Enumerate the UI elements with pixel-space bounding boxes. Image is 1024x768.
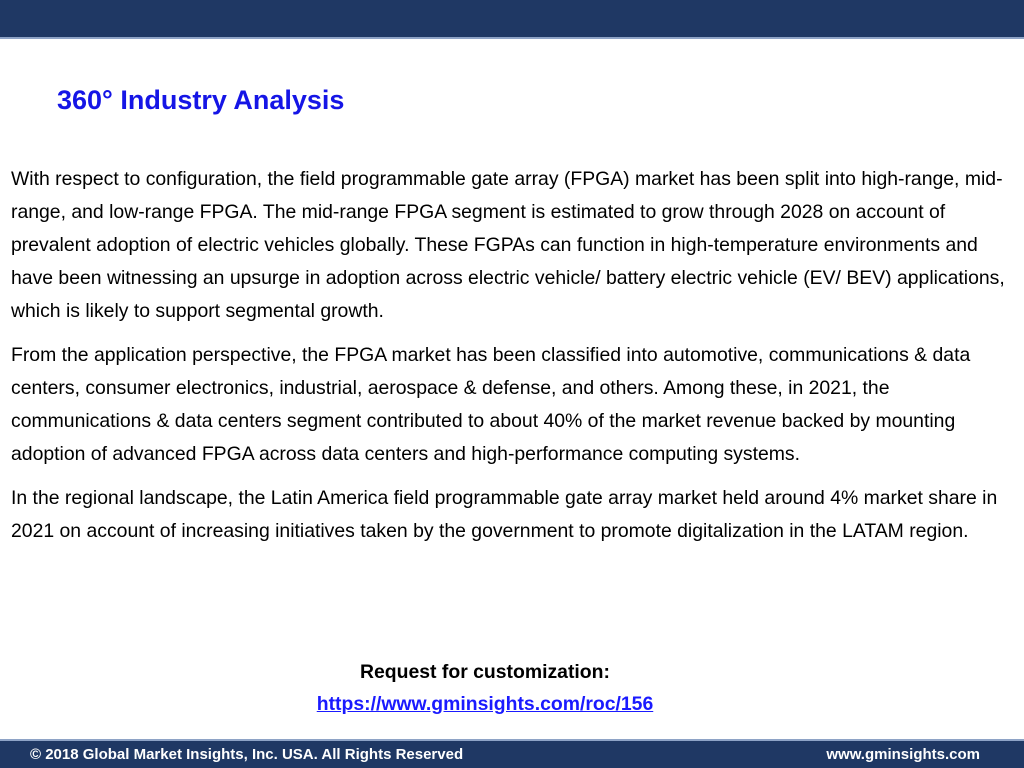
header-bar <box>0 0 1024 39</box>
customization-label: Request for customization: <box>360 661 610 683</box>
paragraph-application: From the application perspective, the FPGA market has been classified into automotive, communications & data centers, consumer electronics, industrial, aerospace & defense, and others. Among these, in 2021, the communications & data centers segment contributed to about 40% of the market revenue backed by mounting adoption of advanced FPGA across data centers and high-performance computing systems. <box>11 344 971 465</box>
paragraph-regional: In the regional landscape, the Latin America field programmable gate array market held around 4% market share in 2021 on account of increasing initiatives taken by the government to promote digitalization in the LATAM region. <box>11 487 998 542</box>
paragraph-configuration: With respect to configuration, the field programmable gate array (FPGA) market has been split into high-range, mid-range, and low-range FPGA. The mid-range FPGA segment is estimated to grow through 2028 on account of prevalent adoption of electric vehicles globally. These FGPAs can function in high-temperature environments and have been witnessing an upsurge in adoption across electric vehicle/ battery electric vehicle (EV/ BEV) applications, which is likely to support segmental growth. <box>11 168 1005 322</box>
footer-copyright: © 2018 Global Market Insights, Inc. USA. All Rights Reserved <box>30 746 464 763</box>
page-title: 360° Industry Analysis <box>57 85 345 115</box>
customization-link[interactable]: https://www.gminsights.com/roc/156 <box>316 693 654 715</box>
body-text <box>11 163 1017 559</box>
footer-website-link[interactable]: www.gminsights.com <box>826 746 980 763</box>
footer-bar <box>0 739 1024 768</box>
customization-request <box>0 656 970 720</box>
